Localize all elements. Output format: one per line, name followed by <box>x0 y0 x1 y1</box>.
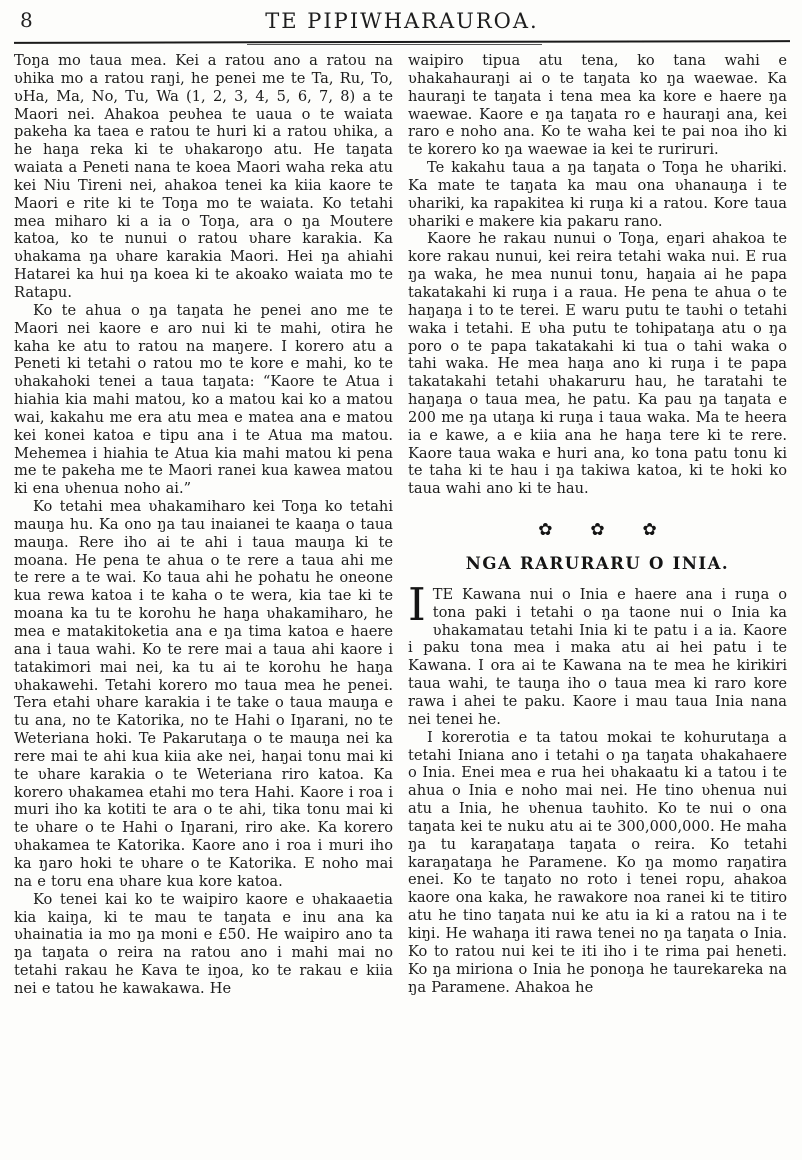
paragraph: Ko tenei kai ko te waipiro kaore e ʋhakaaetia kia kaiŋa, ki te mau te taŋata e inu ana ka ʋhainatia ia mo ŋa moni e £50. He waipiro ano ta ŋa taŋata o reira na ratou ano i mahi mai no tetahi rakau he Kava te iŋoa, ko te rakau e kiia nei e tatou he kawakawa. He <box>14 890 393 997</box>
paragraph: Ko tetahi mea ʋhakamiharo kei Toŋa ko tetahi mauŋa hu. Ka ono ŋa tau inaianei te kaaŋa o taua mauŋa. Rere iho ai te ahi i taua mauŋa ki te moana. He pena te ahua o te rere a taua ahi me te rere a te wai. Ko taua ahi he pohatu he oneone kua rewa katoa i te kaha o te wera, kia tae ki te moana ka tu te korohu he haŋa ʋhakamiharo, he mea e matakitoketia ana e ŋa tima katoa e haere ana i taua wahi. Ko te rere mai a taua ahi kaore i tatakimori mai nei, ka tu ai te korohu he haŋa ʋhakawehi. Tetahi korero mo taua mea he penei. Tera etahi ʋhare karakia i te take o taua mauŋa e tu ana, no te Katorika, no te Hahi o Iŋarani, no te Weteriana hoki. Te Pakarutaŋa o te mauŋa nei ka rere mai te ahi kua kiia ake nei, haŋai tonu mai ki te ʋhare karakia o te Weteriana riro katoa. Ka korero ʋhakamea etahi mo tera Hahi. Kaore i roa i muri iho ka kotiti te ara o te ahi, tika tonu mai ki te ʋhare o te Hahi o Iŋarani, riro ake. Ka korero ʋhakamea te Katorika. Kaore ano i roa i muri iho ka ŋaro hoki te ʋhare o te Katorika. E noho mai na e toru ena ʋhare kua kore katoa. <box>14 498 393 890</box>
left-column <box>14 52 393 998</box>
right-column <box>408 52 787 998</box>
page-header <box>14 6 790 36</box>
paragraph: Toŋa mo taua mea. Kei a ratou ano a ratou na ʋhika mo a ratou raŋi, he penei me te Ta, Ru, To, ʋHa, Ma, No, Tu, Wa (1, 2, 3, 4, 5, 6, 7, 8) a te Maori nei. Ahakoa peʋhea te uaua o te waiata pakeha ka taea e ratou te huri ki a ratou ʋhika, a he haŋa reka ki te ʋhakaroŋo atu. He taŋata waiata a Peneti nana te koea Maori waha reka atu kei Niu Tireni nei, ahakoa tenei ka kiia kaore te Maori e rite ki te Toŋa mo te waiata. Ko tetahi mea miharo ki a ia o Toŋa, ara o ŋa Moutere katoa, ko te nunui o ratou ʋhare karakia. Ka ʋhakama ŋa ʋhare karakia Maori. Hei ŋa ahiahi Hatarei ka hui ŋa koea ki te akoako waiata mo te Ratapu. <box>14 52 393 301</box>
paragraph <box>408 577 787 729</box>
paragraph-text: TE Kawana nui o Inia e haere ana i ruŋa o tona paki i tetahi o ŋa taone nui o Inia ka ʋhakamatau tetahi Inia ki te patu i a ia. Kaore i paku tona mea i maka atu ai hei patu i te Kawana. I ora ai te Kawana na te mea he kirikiri taua wahi, te tauŋa iho o taua mea ki raro kore rawa i ahei te paku. Kaore i mau taua Inia nana nei tenei he. <box>408 585 787 728</box>
header-rule-secondary <box>247 44 542 45</box>
masthead-title: TE PIPIWHARAUROA. <box>265 9 539 33</box>
paragraph: Ko te ahua o ŋa taŋata he penei ano me te Maori nei kaore e aro nui ki te mahi, otira he kaha ke atu to ratou na maŋere. I korero atu a Peneti ki tetahi o ratou mo te kore e mahi, ko te ʋhakahoki tenei a taua taŋata: “Kaore te Atua i hiahia kia mahi matou, ko a matou kai ko a matou wai, kakahu me era atu mea e matea ana e matou kei konei katoa e tipu ana i te Atua ma matou. Mehemea i hiahia te Atua kia mahi matou ki pena me te pakeha me te Maori ranei kua kawea matou ki ena ʋhenua noho ai.” <box>14 301 393 498</box>
florette-icon: ✿ <box>538 520 553 541</box>
paragraph: waipiro tipua atu tena, ko tana wahi e ʋhakahauraŋi ai o te taŋata ko ŋa waewae. Ka hauraŋi te taŋata i tena mea ka kore e haere ŋa waewae. Kaore e ŋa taŋata ro e hauraŋi ana, kei raro e noho ana. Ko te waha kei te pai noa iho ki te korero ko ŋa waewae ia kei te ruriruri. <box>408 52 787 159</box>
florette-icon: ✿ <box>590 520 605 541</box>
page-number: 8 <box>20 8 33 32</box>
section-divider-ornaments <box>408 522 787 539</box>
drop-cap: I <box>408 577 426 631</box>
article-heading: NGA RARURARU O INIA. <box>465 554 730 574</box>
florette-icon: ✿ <box>642 520 657 541</box>
paragraph: I korerotia e ta tatou mokai te kohurutaŋa a tetahi Iniana ano i tetahi o ŋa taŋata ʋhakahaere o Inia. Enei mea e rua hei ʋhakaatu ki a tatou i te ahua o Inia e noho mai nei. He tino ʋhenua nui atu a Inia, he ʋhenua taʋhito. Ko te nui o ona taŋata kei te nuku atu ai te 300,000,000. He maha ŋa tu karaŋataŋa taŋata o reira. Ko tetahi karaŋataŋa he Paramene. Ko ŋa momo raŋatira enei. Ko te taŋato no roto i tenei ropu, ahakoa kaore ona kaka, he rawakore noa ranei ki te titiro atu he tino taŋata nui ke atu ia ki a ratou na i te kiŋi. He wahaŋa iti rawa tenei no ŋa taŋata o Inia. Ko to ratou nui kei te iti iho i te rima pai heneti. Ko ŋa miriona o Inia he ponoŋa he taurekareka na ŋa Paramene. Ahakoa he <box>408 728 787 996</box>
paragraph: Kaore he rakau nunui o Toŋa, eŋari ahakoa te kore rakau nunui, kei reira tetahi waka nui. E rua ŋa waka, he mea nunui tonu, haŋaia ai he papa takatakahi ki ruŋa i a raua. He pena te ahua o te haŋaŋa i to te terei. E waru putu te taʋhi o tetahi waka i tetahi. E ʋha putu te tohipataŋa atu o ŋa poro o te papa takatakahi ki tua o tahi waka o tahi waka. He mea haŋa ano ki ruŋa i te papa takatakahi tetahi ʋhakaruru hau, he taratahi te haŋaŋa o taua mea, he patu. Ka pau ŋa taŋata e 200 me ŋa utaŋa ki ruŋa i taua waka. Ma te heera ia e kawe, a e kiia ana he haŋa tere ki te rere. Kaore taua waka e huri ana, ko tona patu tonu ki te taha ki te hau i ŋa takiwa katoa, ki te hoki ko taua wahi ano ki te hau. <box>408 230 787 498</box>
text-columns <box>14 52 790 998</box>
paragraph: Te kakahu taua a ŋa taŋata o Toŋa he ʋhariki. Ka mate te taŋata ka mau ona ʋhanauŋa i te ʋhariki, ka rapakitea ki ruŋa ki a ratou. Kore taua ʋhariki e makere kia pakaru rano. <box>408 159 787 230</box>
